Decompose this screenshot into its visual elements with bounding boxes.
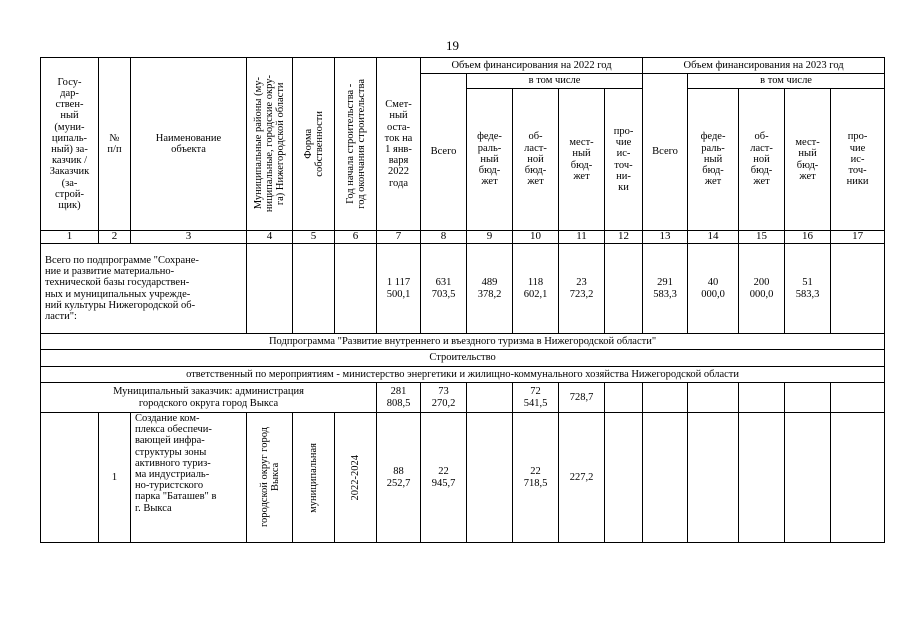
object-num: 1	[99, 413, 131, 543]
column-number: 2	[99, 231, 131, 244]
header-districts: Муниципальные районы (му- ниципальные, городские окру- га) Нижегородской области	[247, 58, 293, 231]
subtotal-local-2022: 23 723,2	[559, 244, 605, 334]
empty-cell	[831, 383, 885, 413]
subtotal-other-2022	[605, 244, 643, 334]
header-local-2022: мест- ный бюд- жет	[559, 89, 605, 231]
header-regional-2023: об- ласт- ной бюд- жет	[739, 89, 785, 231]
column-number: 16	[785, 231, 831, 244]
column-number: 4	[247, 231, 293, 244]
empty-cell	[739, 383, 785, 413]
header-object-name: Наименование объекта	[131, 58, 247, 231]
object-regional-2022: 22 718,5	[513, 413, 559, 543]
header-regional-2022: об- ласт- ной бюд- жет	[513, 89, 559, 231]
column-number: 17	[831, 231, 885, 244]
header-total-2022: Всего	[421, 74, 467, 231]
column-number: 10	[513, 231, 559, 244]
subtotal-row	[41, 244, 885, 334]
header-estimate: Смет- ный оста- ток на 1 янв- варя 2022 года	[377, 58, 421, 231]
column-number: 7	[377, 231, 421, 244]
empty-cell	[688, 413, 739, 543]
object-ownership: муниципальная	[293, 413, 335, 543]
customer-regional-2022: 72 541,5	[513, 383, 559, 413]
customer-estimate: 281 808,5	[377, 383, 421, 413]
empty-cell	[247, 244, 293, 334]
customer-row	[41, 383, 885, 413]
empty-cell	[688, 383, 739, 413]
header-other-2022: про- чие ис- точ- ни- ки	[605, 89, 643, 231]
column-number: 11	[559, 231, 605, 244]
column-numbers-row	[41, 231, 885, 244]
subtotal-other-2023	[831, 244, 885, 334]
empty-cell	[643, 383, 688, 413]
column-number: 15	[739, 231, 785, 244]
empty-cell	[335, 244, 377, 334]
section-title: Строительство	[41, 350, 885, 367]
header-other-2023: про- чие ис- точ- ники	[831, 89, 885, 231]
subtotal-regional-2022: 118 602,1	[513, 244, 559, 334]
financing-table	[40, 57, 885, 543]
subtotal-federal-2022: 489 378,2	[467, 244, 513, 334]
subtotal-total-2022: 631 703,5	[421, 244, 467, 334]
column-number: 8	[421, 231, 467, 244]
empty-cell	[293, 244, 335, 334]
subtotal-regional-2023: 200 000,0	[739, 244, 785, 334]
header-incl-2022: в том числе	[467, 74, 643, 89]
customer-label: Муниципальный заказчик: администрация городского округа город Выкса	[41, 383, 377, 413]
column-number: 12	[605, 231, 643, 244]
column-number: 14	[688, 231, 739, 244]
empty-cell	[643, 413, 688, 543]
empty-cell	[41, 413, 99, 543]
subprogram-title: Подпрограмма "Развитие внутреннего и въездного туризма в Нижегородской области"	[41, 334, 885, 350]
column-number: 3	[131, 231, 247, 244]
responsible-ministry: ответственный по мероприятиям - министерство энергетики и жилищно-коммунального хозяйства Нижегородской области	[41, 367, 885, 383]
empty-cell	[467, 413, 513, 543]
empty-cell	[605, 413, 643, 543]
empty-cell	[739, 413, 785, 543]
header-federal-2022: феде- раль- ный бюд- жет	[467, 89, 513, 231]
empty-cell	[785, 383, 831, 413]
object-name: Создание ком- плекса обеспечи- вающей инфра- структуры зоны активного туриз- ма индустриаль- но-туристского парка "Баташев" в г. Выкса	[131, 413, 247, 543]
column-number: 9	[467, 231, 513, 244]
subtotal-estimate: 1 117 500,1	[377, 244, 421, 334]
column-number: 5	[293, 231, 335, 244]
header-federal-2023: феде- раль- ный бюд- жет	[688, 89, 739, 231]
empty-cell	[605, 383, 643, 413]
header-local-2023: мест- ный бюд- жет	[785, 89, 831, 231]
header-total-2023: Всего	[643, 74, 688, 231]
object-years: 2022-2024	[335, 413, 377, 543]
object-total-2022: 22 945,7	[421, 413, 467, 543]
empty-cell	[785, 413, 831, 543]
customer-total-2022: 73 270,2	[421, 383, 467, 413]
header-num: № п/п	[99, 58, 131, 231]
column-number: 1	[41, 231, 99, 244]
empty-cell	[831, 413, 885, 543]
subtotal-federal-2023: 40 000,0	[688, 244, 739, 334]
object-district: городской округ город Выкса	[247, 413, 293, 543]
header-customer: Госу- дар- ствен- ный (муни- ципаль- ный) за- казчик / Заказчик (за- строй- щик)	[41, 58, 99, 231]
object-estimate: 88 252,7	[377, 413, 421, 543]
page-number: 19	[446, 38, 459, 53]
header-ownership: Форма собственности	[293, 58, 335, 231]
customer-local-2022: 728,7	[559, 383, 605, 413]
object-local-2022: 227,2	[559, 413, 605, 543]
empty-cell	[467, 383, 513, 413]
header-years: Год начала строительства - год окончания строительства	[335, 58, 377, 231]
subtotal-local-2023: 51 583,3	[785, 244, 831, 334]
column-number: 13	[643, 231, 688, 244]
object-row	[41, 413, 885, 543]
subtotal-label: Всего по подпрограмме "Сохране- ние и развитие материально- технической базы государствен- ных и муниципальных учрежде- ний культуры Нижегородской об- ласти":	[41, 244, 247, 334]
header-fin-2023: Объем финансирования на 2023 год	[643, 58, 885, 74]
subtotal-total-2023: 291 583,3	[643, 244, 688, 334]
header-incl-2023: в том числе	[688, 74, 885, 89]
header-fin-2022: Объем финансирования на 2022 год	[421, 58, 643, 74]
column-number: 6	[335, 231, 377, 244]
